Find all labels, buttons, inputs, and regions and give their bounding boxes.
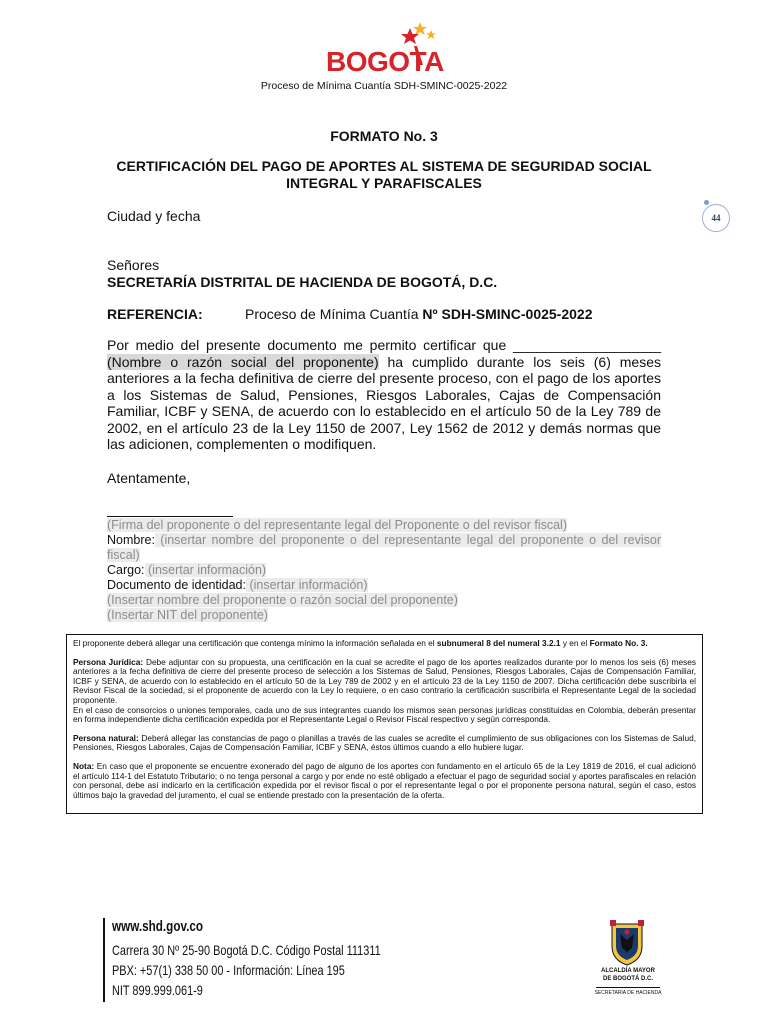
page-marker-dot bbox=[704, 200, 709, 205]
signature-nit bbox=[107, 608, 661, 623]
reference-text bbox=[245, 306, 592, 322]
nota-text: En caso que el proponente se encuentre exonerado del pago de alguno de los aportes con fundamento en el artículo 65 de la Ley 1819 de 2016, el cual adicionó el artículo 114-1 del Estatuto Tributario; o no tenga personal a cargo y por ende no esté obligado a efectuar el pago de seguridad social y aportes parafiscales en relación con personal, debe así indicarlo en la certificación expedida por el revisor fiscal o por el representante legal o por el proponente persona natural, según el caso, estos últimos bajo la gravedad del juramento, el cual se entiende prestado con la presentación de la oferta. bbox=[73, 760, 696, 800]
recipient-name: SECRETARÍA DISTRITAL DE HACIENDA DE BOGOTÁ, D.C. bbox=[107, 274, 498, 290]
alcaldia-line-2: DE BOGOTÁ D.C. bbox=[602, 976, 653, 982]
note-formato: Formato No. 3. bbox=[589, 638, 648, 648]
natural-label: Persona natural: bbox=[73, 732, 139, 743]
documento-placeholder: (insertar información) bbox=[245, 578, 368, 592]
signature-cargo bbox=[107, 563, 661, 578]
coat-of-arms-icon bbox=[608, 920, 646, 966]
note-subnumeral: subnumeral 8 del numeral 3.2.1 bbox=[436, 638, 561, 648]
footer-divider bbox=[103, 918, 105, 1002]
paragraph-rest: ha cumplido durante los seis (6) meses anteriores a la fecha definitiva de cierre del presente proceso, con el pago de los aportes a los Sistemas de Salud, Pensiones, Riesgos Laborales, Cajas de Compensación Familiar, ICBF y SENA, de acuerdo con lo establecido en el artículo 50 de la Ley 789 de 2002, en el artículo 23 de la Ley 1150 de 2007, Ley 1562 de 2012 y demás normas que las adicionen, complementen o modifiquen. bbox=[107, 353, 661, 452]
nombre-label: Nombre: bbox=[107, 533, 155, 547]
certification-paragraph bbox=[107, 337, 661, 453]
instructions-box bbox=[66, 634, 703, 814]
certification-title: CERTIFICACIÓN DEL PAGO DE APORTES AL SISTEMA DE SEGURIDAD SOCIAL INTEGRAL Y PARAFISCALES bbox=[116, 158, 652, 191]
reference-number: Nº SDH-SMINC-0025-2022 bbox=[422, 306, 593, 322]
process-header: Proceso de Mínima Cuantía SDH-SMINC-0025-2022 bbox=[260, 80, 508, 92]
natural-text: Deberá allegar las constancias de pago o planillas a través de las cuales se acredite el cumplimiento de sus obligaciones con los Sistemas de Salud, Pensiones, Riesgos Laborales, Cajas de Compensación Familiar, ICBF y SENA, éstos últimos cuando a ello hubiere lugar. bbox=[73, 732, 696, 753]
signature-razon-social bbox=[107, 593, 661, 608]
nombre-placeholder: (insertar nombre del proponente o del representante legal del proponente o del revisor fiscal) bbox=[107, 533, 661, 562]
juridica-text: Debe adjuntar con su propuesta, una certificación en la cual se acredite el pago de los aportes realizados durante por lo menos los seis (6) meses anteriores a la fecha definitiva de cierre del presente proceso de selección a los Sistemas de Salud, Pensiones, Riesgos Laborales, Cajas de Compensación Familiar, ICBF y SENA, de acuerdo con lo establecido en el artículo 50 de la Ley 789 de 2002 y en el artículo 23 de la Ley 1150 de 2007. Dicha certificación debe suscribirla el Revisor Fiscal de la sociedad, si el proponente de acuerdo con la Ley lo requiere, o en caso contrario la certificación suscribirla el Representante Legal de la sociedad proponente. bbox=[73, 656, 696, 705]
note-intro bbox=[73, 639, 696, 649]
paragraph-start: Por medio del presente documento me permito certificar que ___________________ bbox=[107, 337, 661, 353]
bogota-logo bbox=[322, 20, 442, 78]
city-date-line: Ciudad y fecha bbox=[107, 208, 201, 224]
alcaldia-rule bbox=[596, 987, 660, 988]
note-persona-juridica bbox=[73, 658, 696, 706]
salutation: Señores bbox=[107, 257, 160, 273]
reference-prefix: Proceso de Mínima Cuantía bbox=[245, 306, 423, 322]
note-intro-text: El proponente deberá allegar una certificación que contenga mínimo la información señalada en el bbox=[73, 638, 437, 648]
note-persona-natural bbox=[73, 734, 696, 753]
juridica-label: Persona Jurídica: bbox=[73, 656, 144, 667]
documento-label: Documento de identidad: bbox=[107, 578, 246, 592]
razon-social-placeholder: (Insertar nombre del proponente o razón social del proponente) bbox=[107, 593, 458, 607]
firma-placeholder: (Firma del proponente o del representante legal del Proponente o del revisor fiscal) bbox=[107, 518, 567, 532]
cargo-placeholder: (insertar información) bbox=[144, 563, 267, 577]
nota-label: Nota: bbox=[73, 760, 95, 771]
closing: Atentamente, bbox=[107, 470, 191, 486]
cargo-label: Cargo: bbox=[107, 563, 145, 577]
secretaria-label: SECRETARÍA DE HACIENDA bbox=[594, 990, 662, 996]
alcaldia-line-1: ALCALDÍA MAYOR bbox=[601, 968, 655, 974]
reference-label: REFERENCIA: bbox=[107, 306, 203, 322]
note-consorcios: En el caso de consorcios o uniones temporales, cada uno de sus integrantes cuando los mismos sean personas jurídicas constituidas en Colombia, deberán presentar en forma independiente dicha certificación expedida por el Representante Legal o Revisor Fiscal respectivo y según corresponda. bbox=[73, 704, 696, 725]
footer-nit: NIT 899.999.061-9 bbox=[112, 982, 203, 998]
signature-nombre bbox=[107, 533, 661, 563]
proponent-name-placeholder: (Nombre o razón social del proponente) bbox=[107, 353, 379, 370]
note-nota bbox=[73, 762, 696, 800]
footer-pbx: PBX: +57(1) 338 50 00 - Información: Línea 195 bbox=[112, 962, 345, 978]
signature-firma bbox=[107, 518, 661, 533]
formato-title: FORMATO No. 3 bbox=[330, 128, 438, 144]
logo-wordmark: BOGOTA bbox=[326, 46, 444, 77]
signature-documento bbox=[107, 578, 661, 593]
footer-address: Carrera 30 Nº 25-90 Bogotá D.C. Código Postal 111311 bbox=[112, 942, 381, 958]
footer-url[interactable]: www.shd.gov.co bbox=[112, 918, 204, 935]
page-number-badge: 44 bbox=[702, 204, 730, 232]
note-intro-mid: y en el bbox=[560, 638, 590, 648]
signature-line bbox=[107, 516, 233, 517]
nit-placeholder: (Insertar NIT del proponente) bbox=[107, 608, 268, 622]
